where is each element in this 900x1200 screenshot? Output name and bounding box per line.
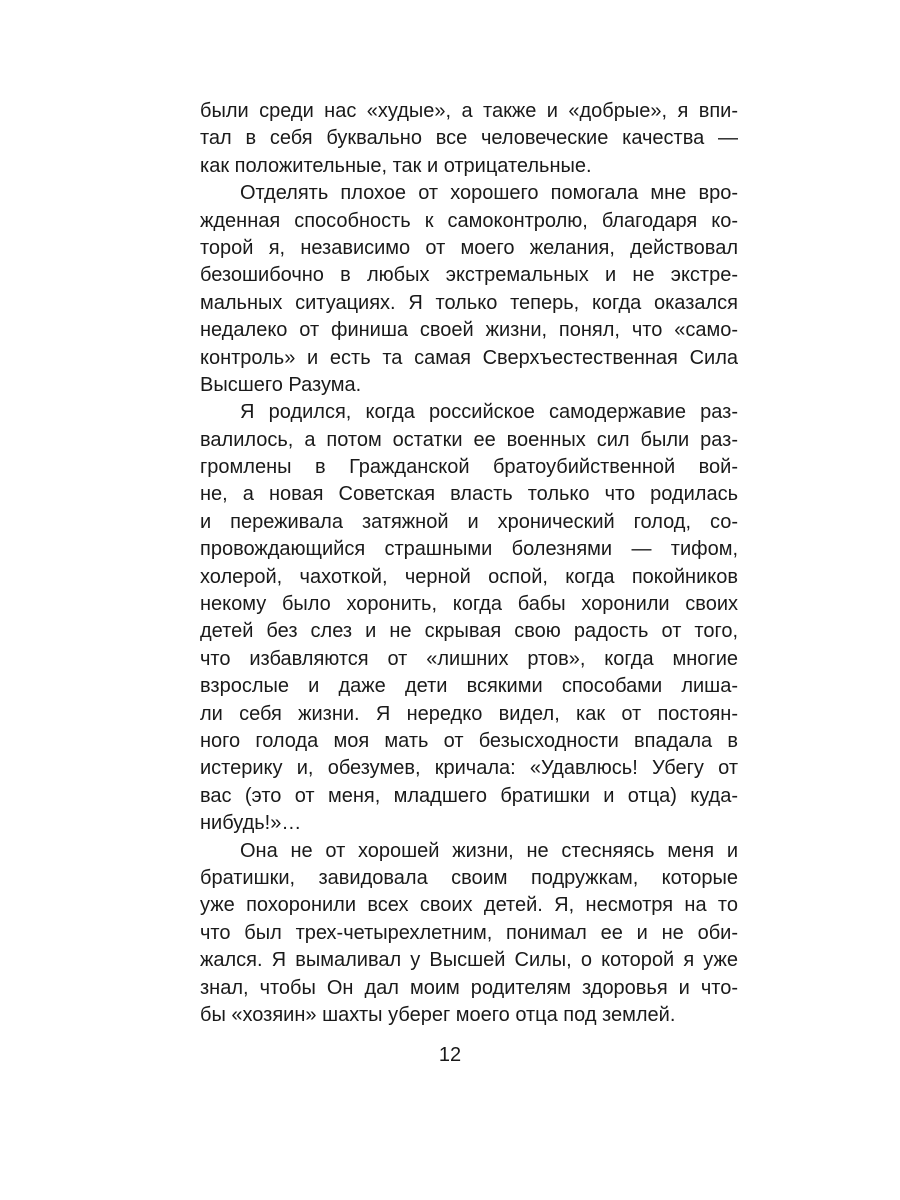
text-line: что был трех-четырехлетним, понимал ее и не оби- [200,921,738,944]
text-line: не, а новая Советская власть только что родилась [200,483,738,506]
text-line: недалеко от финиша своей жизни, понял, что «само- [200,319,738,342]
text-line: Я родился, когда российское самодержавие раз- [240,401,738,424]
text-line: валилось, а потом остатки ее военных сил были раз- [200,428,738,451]
text-line: и переживала затяжной и хронический голод, со- [200,510,738,533]
text-line: уже похоронили всех своих детей. Я, несмотря на то [200,894,738,917]
text-line: холерой, чахоткой, черной оспой, когда покойников [200,565,738,588]
text-line: Отделять плохое от хорошего помогала мне вро- [240,182,738,205]
paragraph-3 [200,399,738,837]
text-line: как положительные, так и отрицательные. [200,154,592,177]
text-line: ли себя жизни. Я нередко видел, как от постоян- [200,702,738,725]
text-line: жался. Я вымаливал у Высшей Силы, о которой я уже [200,949,738,972]
text-line: громлены в Гражданской братоубийственной вой- [200,456,738,479]
text-line: Она не от хорошей жизни, не стесняясь меня и [240,839,738,862]
text-line: бы «хозяин» шахты уберег моего отца под землей. [200,1003,676,1026]
text-line: детей без слез и не скрывая свою радость от того, [200,620,738,643]
text-line: провождающийся страшными болезнями — тифом, [200,538,738,561]
text-line: тал в себя буквально все человеческие качества — [200,127,738,150]
text-line: братишки, завидовала своим подружкам, которые [200,866,738,889]
paragraph-1 [200,98,738,180]
page-number: 12 [438,1044,462,1066]
text-line: были среди нас «худые», а также и «добрые», я впи- [200,100,738,122]
paragraph-2 [200,180,738,399]
body-text [200,98,738,1029]
text-line: вас (это от меня, младшего братишки и отца) куда- [200,784,738,807]
paragraph-4 [200,838,738,1030]
text-line: некому было хоронить, когда бабы хоронили своих [200,593,738,616]
text-line: ного голода моя мать от безысходности впадала в [200,729,738,752]
text-line: торой я, независимо от моего желания, действовал [200,236,738,259]
text-line: что избавляются от «лишних ртов», когда многие [200,647,738,670]
text-line: Высшего Разума. [200,373,362,396]
text-line: взрослые и даже дети всякими способами лиша- [200,675,738,698]
text-line: жденная способность к самоконтролю, благодаря ко- [200,209,738,232]
text-line: знал, чтобы Он дал моим родителям здоровья и что- [200,976,738,999]
text-line: безошибочно в любых экстремальных и не экстре- [200,264,738,287]
text-line: мальных ситуациях. Я только теперь, когда оказался [200,291,738,314]
text-line: нибудь!»… [200,812,302,835]
text-line: истерику и, обезумев, кричала: «Удавлюсь! Убегу от [200,757,738,780]
text-line: контроль» и есть та самая Сверхъестественная Сила [200,346,738,369]
